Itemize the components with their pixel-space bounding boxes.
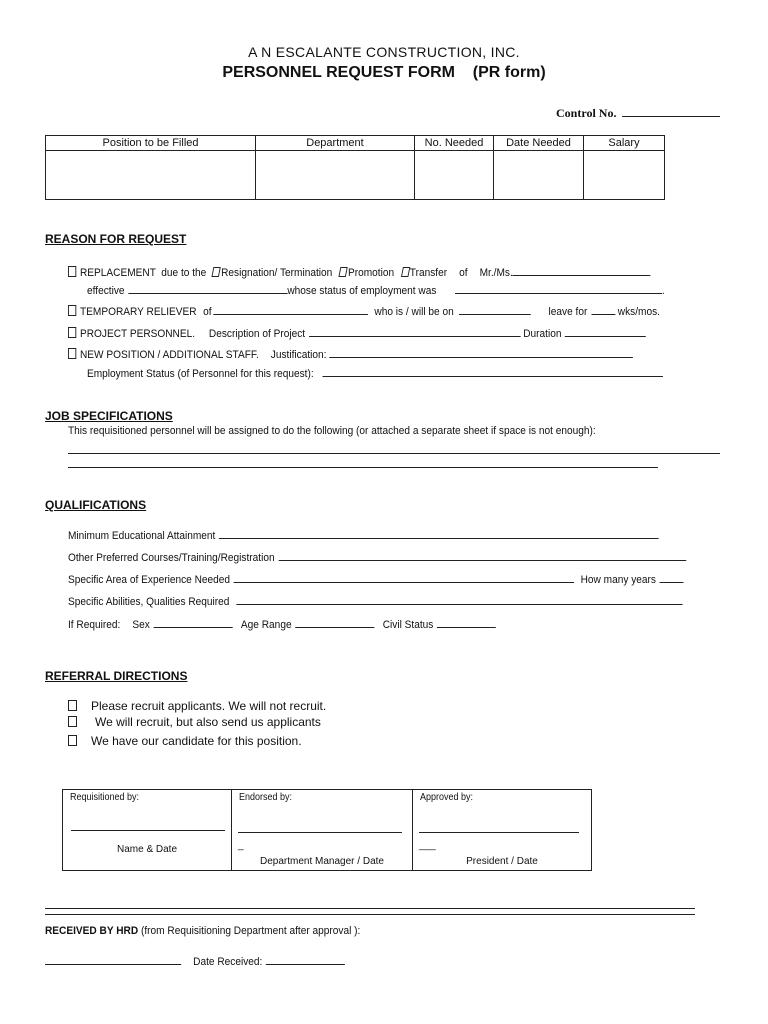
- experience-field[interactable]: [234, 573, 574, 583]
- due-to-label: due to the: [161, 267, 207, 279]
- replacement-checkbox[interactable]: [68, 266, 76, 277]
- promotion-label: Promotion: [347, 267, 395, 279]
- sex-field[interactable]: [153, 618, 232, 628]
- referral-label-3: We have our candidate for this position.: [91, 734, 302, 748]
- how-many-years-label: How many years: [580, 574, 656, 586]
- reason-heading: REASON FOR REQUEST: [45, 232, 187, 246]
- control-number-line: [622, 106, 720, 117]
- if-required-row: [68, 618, 496, 631]
- transfer-checkbox[interactable]: [401, 267, 410, 277]
- experience-label: Specific Area of Experience Needed: [68, 574, 231, 586]
- status-field[interactable]: [455, 284, 662, 294]
- date-needed-input-cell[interactable]: [494, 151, 584, 200]
- resignation-label: Resignation/ Termination: [221, 267, 333, 279]
- referral-option-3[interactable]: [68, 734, 302, 748]
- job-specs-heading: JOB SPECIFICATIONS: [45, 409, 173, 423]
- who-is-label: who is / will be on: [374, 306, 454, 318]
- mr-ms-label: Mr./Ms.: [479, 267, 513, 279]
- effective-field[interactable]: [128, 284, 287, 294]
- employment-status-row: [87, 367, 663, 380]
- referral-checkbox-3[interactable]: [68, 735, 77, 746]
- president-caption: President / Date: [466, 856, 538, 867]
- abilities-row: [68, 595, 683, 608]
- position-table-header: [46, 136, 665, 151]
- project-checkbox[interactable]: [68, 327, 76, 338]
- temp-name-field[interactable]: [213, 305, 368, 315]
- age-range-label: Age Range: [240, 619, 292, 631]
- project-desc-field[interactable]: [309, 327, 521, 337]
- col-salary: Salary: [584, 136, 665, 151]
- referral-option-1[interactable]: [68, 699, 326, 713]
- referral-checkbox-1[interactable]: [68, 700, 77, 711]
- courses-row: [68, 551, 686, 564]
- reason-effective-row: effective whose status of employment was .: [87, 285, 665, 297]
- approved-by-cell[interactable]: [413, 790, 592, 871]
- referral-label-1: Please recruit applicants. We will not recruit.: [91, 699, 327, 713]
- leave-duration-field[interactable]: [591, 305, 615, 315]
- education-row: [68, 529, 659, 542]
- referral-label-2: We will recruit, but also send us applicants: [95, 715, 321, 729]
- col-no-needed: No. Needed: [415, 136, 494, 151]
- experience-row: [68, 573, 684, 586]
- replacement-label: REPLACEMENT: [79, 267, 156, 279]
- courses-field[interactable]: [278, 551, 686, 561]
- project-label: PROJECT PERSONNEL.: [79, 328, 196, 340]
- temp-of-label: of: [203, 306, 212, 318]
- company-name: A N ESCALANTE CONSTRUCTION, INC.: [248, 44, 520, 60]
- position-table: [45, 135, 665, 200]
- leave-type-field[interactable]: [459, 305, 531, 315]
- dept-manager-caption: Department Manager / Date: [260, 856, 384, 867]
- form-title: PERSONNEL REQUEST FORM (PR form): [222, 64, 546, 81]
- received-by-row: [45, 925, 360, 937]
- abilities-label: Specific Abilities, Qualities Required: [68, 596, 230, 608]
- reason-temporary-row: [68, 305, 660, 318]
- referral-option-2[interactable]: [68, 715, 321, 729]
- requisitioned-signature-line: [71, 830, 225, 831]
- wks-mos-label: wks/mos.: [617, 306, 660, 318]
- requisitioned-by-label: Requisitioned by:: [70, 792, 140, 803]
- endorsed-by-cell[interactable]: [232, 790, 413, 871]
- received-by-label: RECEIVED BY HRD: [45, 925, 139, 937]
- department-input-cell[interactable]: [256, 151, 415, 200]
- mr-ms-field[interactable]: [513, 266, 651, 276]
- leave-for-label: leave for: [548, 306, 588, 318]
- age-range-field[interactable]: [295, 618, 374, 628]
- job-specs-line-2[interactable]: [68, 467, 658, 468]
- requisitioned-by-cell[interactable]: [63, 790, 232, 871]
- courses-label: Other Preferred Courses/Training/Registration: [68, 552, 275, 564]
- received-by-note: (from Requisitioning Department after approval ):: [140, 925, 361, 937]
- approved-signature-line: [419, 832, 579, 833]
- duration-label: Duration: [523, 328, 562, 340]
- col-date-needed: Date Needed: [494, 136, 584, 151]
- education-field[interactable]: [219, 529, 659, 539]
- education-label: Minimum Educational Attainment: [68, 530, 216, 542]
- control-number-label: Control No.: [556, 106, 617, 120]
- sex-label: Sex: [132, 619, 150, 631]
- control-number-field[interactable]: [556, 106, 720, 121]
- position-input-cell[interactable]: [46, 151, 256, 200]
- double-divider: [45, 908, 695, 915]
- of-label: of: [459, 267, 468, 279]
- justification-label: Justification:: [270, 349, 327, 361]
- employment-status-field[interactable]: [323, 367, 663, 377]
- job-specs-line-1[interactable]: [68, 453, 720, 454]
- reason-replacement-row: [68, 266, 651, 279]
- whose-status-label: whose status of employment was: [287, 285, 437, 297]
- project-desc-label: Description of Project: [208, 328, 306, 340]
- abilities-field[interactable]: [237, 595, 683, 605]
- reason-new-position-row: [68, 348, 633, 361]
- temporary-label: TEMPORARY RELIEVER: [79, 306, 197, 318]
- duration-field[interactable]: [565, 327, 646, 337]
- new-position-label: NEW POSITION / ADDITIONAL STAFF.: [79, 349, 259, 361]
- hrd-signature-field[interactable]: [45, 955, 181, 965]
- endorsed-dash: _: [238, 840, 244, 851]
- no-needed-input-cell[interactable]: [415, 151, 494, 200]
- date-received-label: Date Received:: [193, 956, 263, 968]
- salary-input-cell[interactable]: [584, 151, 665, 200]
- position-table-row: [46, 151, 665, 200]
- referral-heading: REFERRAL DIRECTIONS: [45, 669, 188, 683]
- endorsed-by-label: Endorsed by:: [239, 792, 293, 803]
- job-specs-text: This requisitioned personnel will be assigned to do the following (or attached a separate sheet if space is not enough):: [68, 425, 596, 437]
- signature-table: [62, 789, 592, 871]
- col-department: Department: [256, 136, 415, 151]
- new-position-checkbox[interactable]: [68, 348, 76, 359]
- date-received-field[interactable]: [266, 955, 345, 965]
- endorsed-signature-line: [238, 832, 402, 833]
- reason-project-row: [68, 327, 646, 340]
- approved-short-line: ___: [419, 840, 436, 851]
- col-position: Position to be Filled: [46, 136, 256, 151]
- effective-label: effective: [87, 285, 125, 297]
- civil-status-label: Civil Status: [382, 619, 434, 631]
- promotion-checkbox[interactable]: [339, 267, 348, 277]
- qualifications-heading: QUALIFICATIONS: [45, 498, 147, 512]
- justification-field[interactable]: [329, 348, 633, 358]
- years-field[interactable]: [660, 573, 684, 583]
- name-date-caption: Name & Date: [116, 844, 178, 855]
- approved-by-label: Approved by:: [420, 792, 474, 803]
- if-required-label: If Required:: [68, 619, 121, 631]
- employment-status-label: Employment Status (of Personnel for this request):: [87, 368, 314, 380]
- received-signature-row: [45, 955, 345, 968]
- civil-status-field[interactable]: [437, 618, 496, 628]
- transfer-label: Transfer: [409, 267, 448, 279]
- referral-checkbox-2[interactable]: [68, 716, 77, 727]
- temporary-checkbox[interactable]: [68, 305, 76, 316]
